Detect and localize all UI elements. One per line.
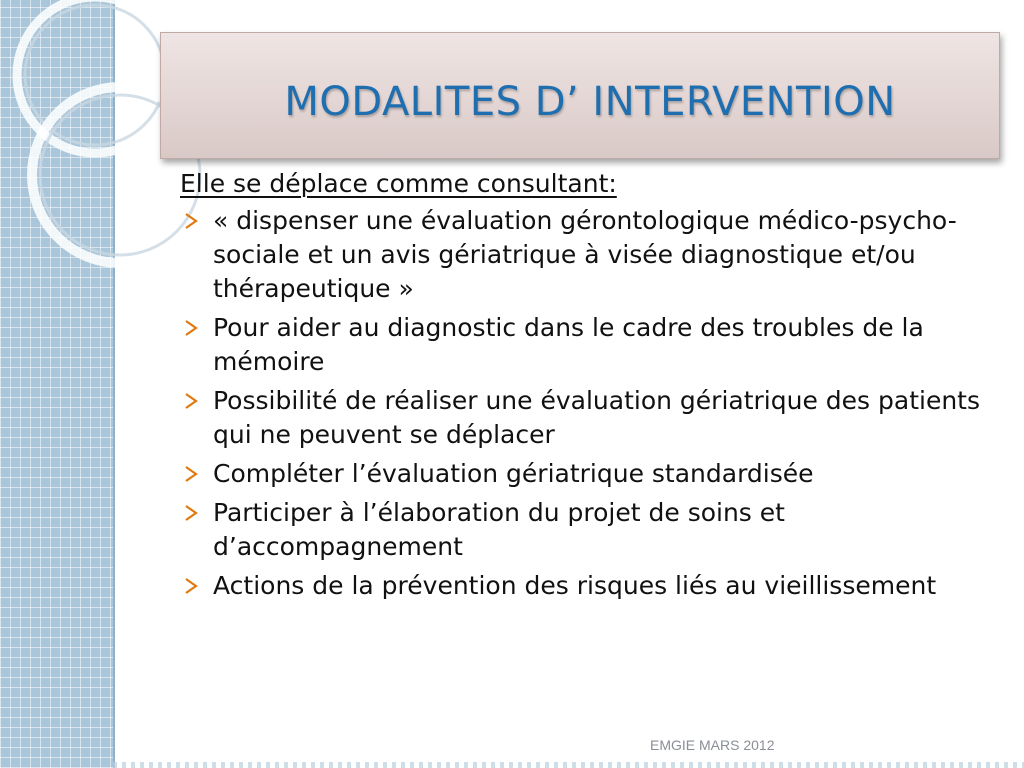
bullet-text: Possibilité de réaliser une évaluation gériatrique des patients qui ne peuvent se déplacer [213,386,980,449]
bullet-text: « dispenser une évaluation gérontologique médico-psycho-sociale et un avis gériatrique à visée diagnostique et/ou thérapeutique » [213,206,957,303]
bullet-list [180,204,995,603]
bullet-text: Actions de la prévention des risques liés au vieillissement [213,571,937,600]
decorative-bottom-dots [113,762,1024,768]
footer-text: EMGIE MARS 2012 [650,737,775,753]
slide-title: MODALITES D’ INTERVENTION [284,78,896,125]
bullet-item [180,457,995,491]
arrowhead-bullet-icon [184,465,198,483]
bullet-text: Compléter l’évaluation gériatrique standardisée [213,459,814,488]
arrowhead-bullet-icon [184,319,198,337]
bullet-text: Pour aider au diagnostic dans le cadre des troubles de la mémoire [213,313,924,376]
arrowhead-bullet-icon [184,212,198,230]
bullet-item [180,384,995,452]
bullet-item [180,496,995,564]
slide-content [180,166,995,608]
arrowhead-bullet-icon [184,392,198,410]
intro-line: Elle se déplace comme consultant: [180,169,617,198]
arrowhead-bullet-icon [184,577,198,595]
arrowhead-bullet-icon [184,504,198,522]
bullet-item [180,569,995,603]
bullet-text: Participer à l’élaboration du projet de soins et d’accompagnement [213,498,785,561]
bullet-item [180,311,995,379]
bullet-item [180,204,995,306]
title-box [160,32,1000,159]
